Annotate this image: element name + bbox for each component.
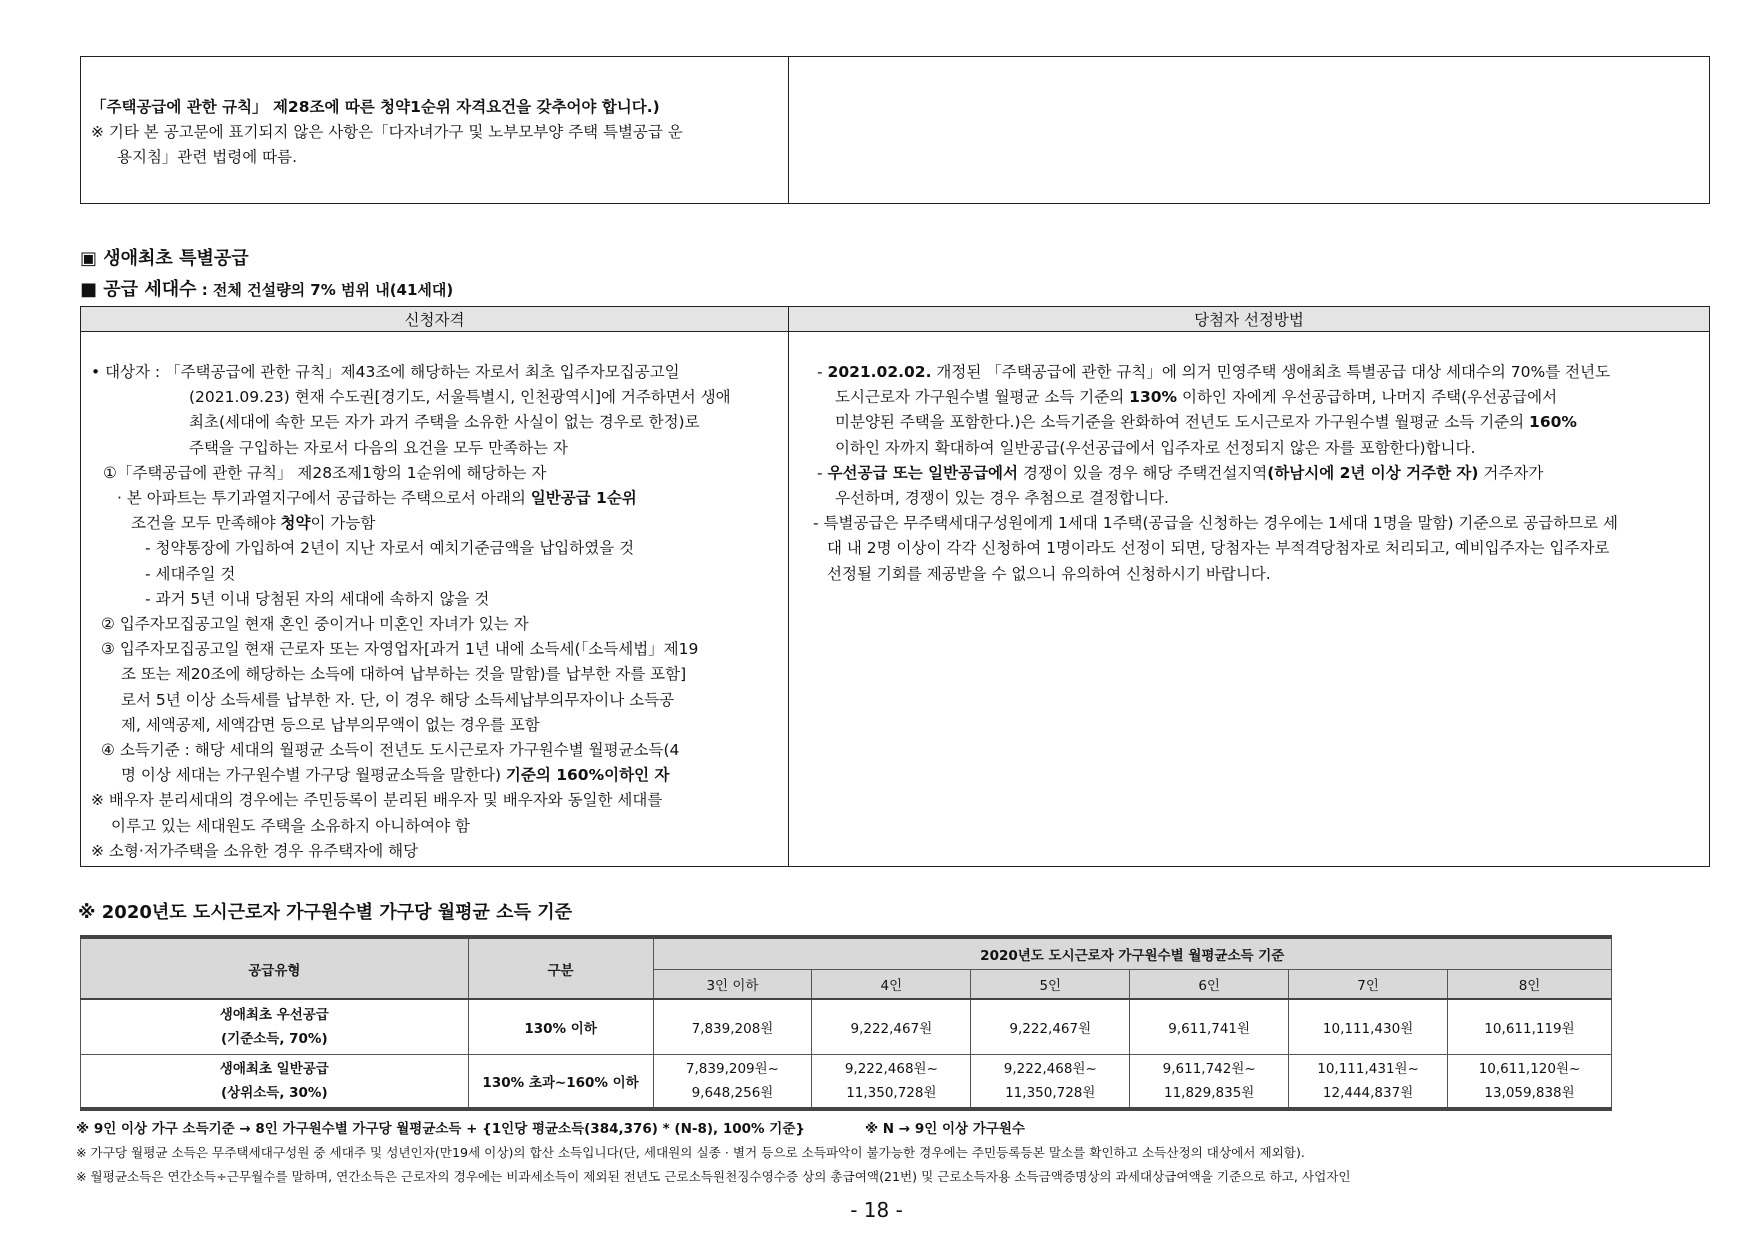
method-text: 도시근로자 가구원수별 월평균 소득 기준의 [835, 388, 1130, 407]
rule-text: 「주택공급에 관한 규칙」 제28조에 따른 청약1순위 자격요건을 갖추어야 합니다.) [91, 98, 660, 116]
method-line: 선정될 기회를 제공받을 수 없으니 유의하여 신청하시기 바랍니다. [827, 564, 1271, 583]
eligibility-line [91, 763, 788, 788]
header-division: 구분 [468, 937, 653, 999]
row-division: 130% 이하 [468, 999, 653, 1054]
income-from: 10,611,120원~ [1478, 1060, 1581, 1077]
method-text: 개정된 「주택공급에 관한 규칙」에 의거 민영주택 생애최초 특별공급 대상 세대수의 70%를 전년도 [931, 363, 1611, 381]
header-supply-type: 공급유형 [81, 937, 469, 999]
income-from: 9,222,468원~ [844, 1060, 938, 1077]
income-to: 11,350,728원 [846, 1084, 937, 1101]
note-text-cont: 용지침」관련 법령에 따름. [117, 148, 298, 166]
note-n-definition: ※ N → 9인 이상 가구원수 [864, 1121, 1025, 1137]
method-text: 미분양된 주택을 포함한다.)은 소득기준을 완화하여 전년도 도시근로자 가구원수별 월평균 소득 기준의 [835, 413, 1530, 432]
header-eligibility: 신청자격 [81, 307, 789, 331]
income-cell: 10,611,119원 [1448, 999, 1612, 1054]
eligibility-text: 명 이상 세대는 가구원수별 가구당 월평균소득을 말한다) [121, 766, 506, 785]
income-cell: 10,111,430원 [1289, 999, 1448, 1054]
income-table-title: ※ 2020년도 도시근로자 가구원수별 가구당 월평균 소득 기준 [78, 902, 572, 923]
row-division: 130% 초과~160% 이하 [468, 1054, 653, 1109]
income-cell: 7,839,208원 [653, 999, 812, 1054]
row-type-name: 생애최초 일반공급 [219, 1060, 329, 1077]
table-row [81, 1054, 1612, 1109]
income-cell [1289, 1054, 1448, 1109]
eligibility-emphasis: 청약 [280, 514, 311, 533]
income-from: 7,839,209원~ [685, 1060, 779, 1077]
supply-count [80, 275, 453, 301]
method-text: - [817, 363, 828, 381]
income-table [80, 935, 1612, 1111]
method-emphasis: 2021.02.02. [827, 363, 932, 381]
table-notes [76, 1117, 1351, 1189]
eligibility-line: ※ 소형·저가주택을 소유한 경우 유주택자에 해당 [91, 841, 419, 860]
income-from: 9,611,742원~ [1162, 1060, 1256, 1077]
eligibility-line [91, 511, 788, 536]
method-line: - 특별공급은 무주택세대구성원에게 1세대 1주택(공급을 신청하는 경우에는 1세대 1명을 말함) 기준으로 공급하므로 세 [813, 514, 1619, 533]
continued-cell-left [81, 57, 789, 203]
eligibility-line: 조 또는 제20조에 해당하는 소득에 대하여 납부하는 것을 말함)를 납부한 자를 포함] [121, 665, 687, 684]
income-cell [812, 1054, 971, 1109]
method-line [817, 461, 1697, 486]
method-text: 경쟁이 있을 경우 해당 주택건설지역 [1018, 463, 1268, 482]
method-line [817, 385, 1697, 410]
eligibility-text: 조건을 모두 만족해야 [131, 514, 281, 533]
income-cell: 9,222,467원 [971, 999, 1130, 1054]
eligibility-line: ② 입주자모집공고일 현재 혼인 중이거나 미혼인 자녀가 있는 자 [101, 615, 529, 634]
income-cell [971, 1054, 1130, 1109]
method-emphasis: 130% [1129, 388, 1178, 407]
supply-count-label: ■ 공급 세대수 [80, 279, 197, 300]
continued-table [80, 56, 1710, 204]
note-text: ※ 기타 본 공고문에 표기되지 않은 사항은「다자녀가구 및 노부모부양 주택 특별공급 운 [91, 123, 683, 141]
method-line [817, 360, 1697, 385]
method-line: 이하인 자까지 확대하여 일반공급(우선공급에서 입주자로 선정되지 않은 자를 포함한다)합니다. [835, 438, 1476, 457]
eligibility-line: • 대상자 : 「주택공급에 관한 규칙」제43조에 해당하는 자로서 최초 입주자모집공고일 [91, 363, 680, 381]
eligibility-line: ①「주택공급에 관한 규칙」 제28조제1항의 1순위에 해당하는 자 [103, 463, 547, 482]
note-line: ※ 월평균소득은 연간소득÷근무월수를 말하며, 연간소득은 근로자의 경우에는 비과세소득이 제외된 전년도 근로소득원천징수영수증 상의 총급여액(21번) 및 근로소득자용 소득금액증명상의 과세대상급여액을 기준으로 하고, 사업자인 [76, 1169, 1351, 1184]
supply-count-value: : 전체 건설량의 7% 범위 내(41세대) [196, 281, 454, 299]
method-text: 거주자가 [1478, 463, 1544, 482]
note-line: ※ 가구당 월평균 소득은 무주택세대구성원 중 세대주 및 성년인자(만19세 이상)의 합산 소득입니다(단, 세대원의 실종 · 별거 등으로 소득파악이 불가능한 경우에는 주민등록등본 말소를 확인하고 소득산정의 대상에서 제외함). [76, 1145, 1305, 1160]
income-cell [653, 1054, 812, 1109]
header-income-group: 2020년도 도시근로자 가구원수별 월평균소득 기준 [653, 937, 1612, 969]
eligibility-emphasis: 일반공급 1순위 [530, 489, 637, 508]
method-text: - [817, 463, 828, 482]
eligibility-line: 주택을 구입하는 자로서 다음의 요건을 모두 만족하는 자 [189, 438, 568, 457]
page-number: - 18 - [850, 1198, 903, 1222]
note-formula: ※ 9인 이상 가구 소득기준 → 8인 가구원수별 가구당 월평균소득 + {1인당 평균소득(384,376) * (N-8), 100% 기준} [76, 1121, 805, 1137]
income-to: 13,059,838원 [1484, 1084, 1575, 1101]
eligibility-line: ③ 입주자모집공고일 현재 근로자 또는 자영업자[과거 1년 내에 소득세(「소득세법」제19 [101, 640, 699, 659]
table-row [81, 999, 1612, 1054]
eligibility-line: (2021.09.23) 현재 수도권[경기도, 서울특별시, 인천광역시]에 거주하면서 생애 [189, 388, 731, 407]
header-col: 5인 [971, 969, 1130, 999]
eligibility-line: 이루고 있는 세대원도 주택을 소유하지 아니하여야 함 [111, 816, 470, 835]
income-to: 11,350,728원 [1005, 1084, 1096, 1101]
row-type-note: (상위소득, 30%) [220, 1084, 328, 1101]
eligibility-line: - 세대주일 것 [145, 564, 236, 583]
selection-method-content [789, 332, 1709, 866]
eligibility-table [80, 306, 1710, 867]
eligibility-line: ※ 배우자 분리세대의 경우에는 주민등록이 분리된 배우자 및 배우자와 동일한 세대를 [91, 791, 663, 810]
eligibility-text: · 본 아파트는 투기과열지구에서 공급하는 주택으로서 아래의 [117, 489, 531, 508]
header-col: 8인 [1448, 969, 1612, 999]
method-line: 우선하며, 경쟁이 있는 경우 추첨으로 결정합니다. [835, 489, 1169, 508]
row-type-name: 생애최초 우선공급 [219, 1006, 329, 1023]
income-cell [1448, 1054, 1612, 1109]
row-type [81, 1054, 469, 1109]
eligibility-line: - 청약통장에 가입하여 2년이 지난 자로서 예치기준금액을 납입하였을 것 [145, 539, 635, 558]
header-col: 3인 이하 [653, 969, 812, 999]
income-cell [1130, 1054, 1289, 1109]
method-line [817, 410, 1697, 435]
note-line [76, 1117, 1351, 1141]
method-line: 대 내 2명 이상이 각각 신청하여 1명이라도 선정이 되면, 당첨자는 부적격당첨자로 처리되고, 예비입주자는 입주자로 [827, 539, 1610, 558]
header-col: 4인 [812, 969, 971, 999]
income-to: 12,444,837원 [1322, 1084, 1414, 1101]
eligibility-line: 최초(세대에 속한 모든 자가 과거 주택을 소유한 사실이 없는 경우로 한정)로 [189, 413, 700, 432]
eligibility-line: 로서 5년 이상 소득세를 납부한 자. 단, 이 경우 해당 소득세납부의무자이나 소득공 [121, 690, 675, 709]
eligibility-line: - 과거 5년 이내 당첨된 자의 세대에 속하지 않을 것 [145, 589, 490, 608]
eligibility-line: ④ 소득기준 : 해당 세대의 월평균 소득이 전년도 도시근로자 가구원수별 월평균소득(4 [101, 741, 680, 760]
income-cell: 9,222,467원 [812, 999, 971, 1054]
eligibility-emphasis: 기준의 160%이하인 자 [505, 766, 670, 785]
eligibility-line: 제, 세액공제, 세액감면 등으로 납부의무액이 없는 경우를 포함 [121, 715, 540, 734]
eligibility-header [81, 307, 1709, 332]
row-type-note: (기준소득, 70%) [220, 1030, 328, 1047]
continued-cell-right [789, 57, 1709, 203]
income-from: 9,222,468원~ [1003, 1060, 1097, 1077]
header-selection-method: 당첨자 선정방법 [1194, 311, 1304, 329]
income-to: 11,829,835원 [1164, 1084, 1255, 1101]
eligibility-content [81, 332, 789, 866]
section-title: ▣ 생애최초 특별공급 [80, 248, 249, 269]
income-cell: 9,611,741원 [1130, 999, 1289, 1054]
method-emphasis: 160% [1529, 413, 1577, 432]
header-col: 6인 [1130, 969, 1289, 999]
header-col: 7인 [1289, 969, 1448, 999]
row-type [81, 999, 469, 1054]
method-emphasis: 우선공급 또는 일반공급에서 [827, 463, 1019, 482]
eligibility-line [91, 486, 788, 511]
method-text: 이하인 자에게 우선공급하며, 나머지 주택(우선공급에서 [1177, 388, 1558, 407]
income-from: 10,111,431원~ [1317, 1060, 1419, 1077]
income-to: 9,648,256원 [691, 1084, 774, 1101]
method-emphasis: (하남시에 2년 이상 거주한 자) [1267, 463, 1479, 482]
eligibility-text: 이 가능함 [310, 514, 376, 533]
